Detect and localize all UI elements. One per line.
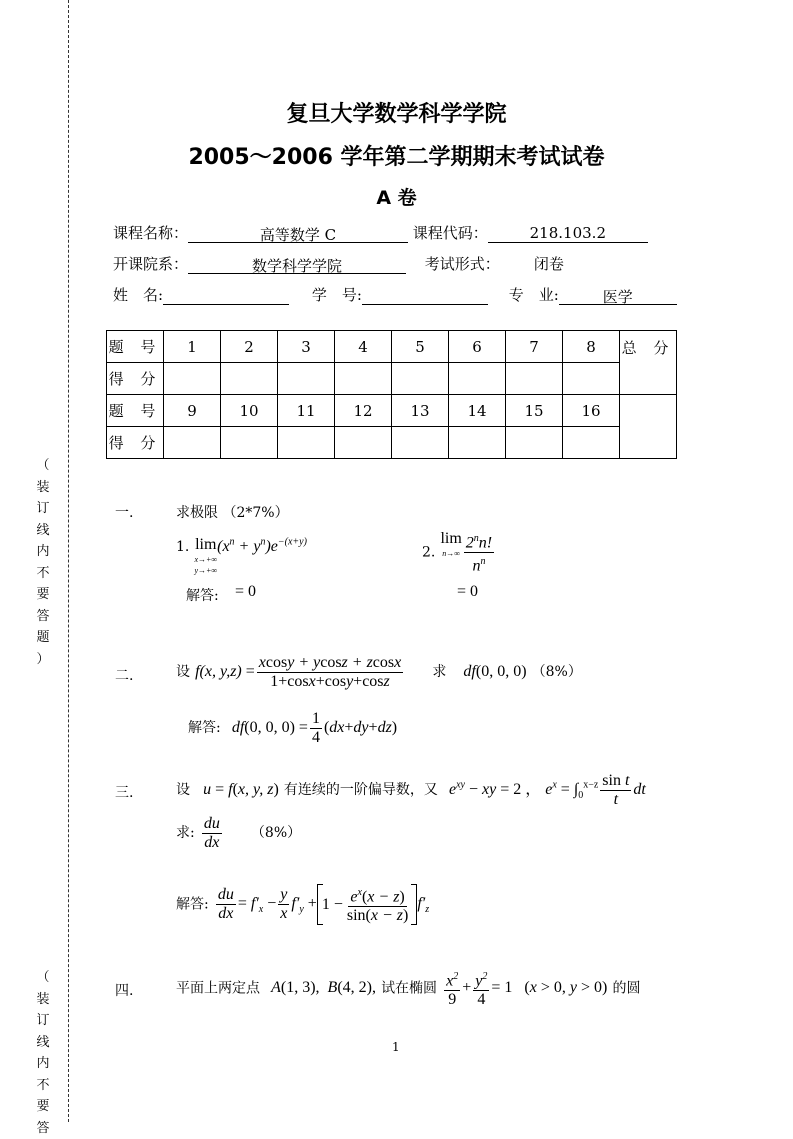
q4-text: 的圆 [612,980,640,996]
binding-note-char: 题 [34,627,52,649]
part-number: 2. [422,545,435,561]
binding-note-char: （ [34,455,52,477]
binding-note-char: 装 [34,989,52,1011]
q-num: 10 [221,395,278,427]
answer-label: 解答: [176,896,209,912]
course-code-label: 课程代码： [413,224,488,242]
q-num: 5 [392,331,449,363]
binding-note-char: 内 [34,1053,52,1075]
formula: df(0, 0, 0) [463,663,526,680]
name-field[interactable] [163,286,289,305]
title-school: 复旦大学数学科学学院 [0,97,793,128]
binding-note-char: 订 [34,1010,52,1032]
part-number: 1. [176,539,189,555]
formula: lim x→+∞ y→+∞ $(x^n + y^n)e^{-(x+y)}$ [194,538,306,555]
student-id-label: 学 号: [312,286,362,304]
formula: f(x, y,z) = $\frac{xcosy + ycosz + zcosx}{1+\cos x+\cos y+\cos z}$ [195,663,405,680]
question-label: 题 号 [107,395,164,427]
score-cell [449,427,506,459]
q-num: 16 [563,395,620,427]
q3-ask [176,815,301,852]
score-cell [563,427,620,459]
binding-note-char: 线 [34,1032,52,1054]
ask-label: 求 [432,664,446,680]
q-num: 3 [278,331,335,363]
title-paper: A 卷 [0,183,793,210]
q3-answer [176,884,429,925]
q3-body [176,772,646,809]
q1-part2 [422,530,496,576]
score-weight: （8%） [251,825,301,841]
binding-note-char: 订 [34,498,52,520]
score-cell [506,363,563,395]
name-label: 姓 名: [113,286,163,304]
q3-number: 三. [115,782,133,802]
course-code: 218.103.2 [488,224,648,243]
q-num: 1 [164,331,221,363]
score-cell [506,427,563,459]
info-row-1 [113,222,648,243]
score-cell [278,427,335,459]
score-cell [164,427,221,459]
q2-answer [188,710,397,747]
info-row-3 [113,284,677,305]
binding-note-char: （ [34,967,52,989]
binding-note-char: 装 [34,477,52,499]
course-name-label: 课程名称： [113,224,188,242]
binding-note-char: 要 [34,1096,52,1118]
binding-note-char: 答 [34,606,52,628]
dept-label: 开课院系： [113,255,188,273]
q-num: 13 [392,395,449,427]
q4-number: 四. [115,980,133,1000]
q1-answer-label: 解答: [186,585,219,605]
formula: $\frac{du}{dx}$ [200,824,224,841]
binding-note-char: 答 [34,1118,52,1139]
score-weight: （8%） [532,664,582,680]
score-cell [449,363,506,395]
score-cell [392,363,449,395]
score-cell [221,427,278,459]
q-num: 8 [563,331,620,363]
formula: A(1, 3), B(4, 2), [271,979,376,996]
title-exam: 2005～2006 学年第二学期期末考试试卷 [0,140,793,171]
total-cell [620,395,677,459]
score-cell [563,363,620,395]
q4-text: 平面上两定点 [176,980,260,996]
course-name: 高等数学 C [188,224,408,243]
q1-title: 求极限 （2*7%） [176,502,289,522]
q-num: 6 [449,331,506,363]
score-cell [335,427,392,459]
q-num: 12 [335,395,392,427]
binding-note-char: 内 [34,541,52,563]
dept: 数学科学学院 [188,255,406,274]
q1-part1 [176,536,307,576]
formula: lim n→∞ $\frac{2^nn!}{n^n}$ [440,544,496,561]
q3-text: 有连续的一阶偏导数，又 [284,782,438,798]
q2-body [176,654,582,691]
formula: $e^{xy}$ − xy = 2 ， $e^x = \int_0^{x-z}$ $\frac{\text{sin t}}{t}$ dt [449,781,646,798]
score-cell [278,363,335,395]
q4-body [176,968,640,1009]
score-cell [221,363,278,395]
q-num: 4 [335,331,392,363]
binding-note-char: 线 [34,520,52,542]
binding-note-char: 不 [34,1075,52,1097]
major-label: 专 业: [509,286,559,304]
total-label: 总 分 [620,331,677,395]
score-cell [164,363,221,395]
q-num: 7 [506,331,563,363]
q4-text: 试在椭圆 [381,980,437,996]
score-table [106,330,677,459]
formula: $\frac{x^2}{9}$ + $\frac{y^2}{4}$ = 1 (x > 0, y > 0) [442,979,607,996]
q2-number: 二. [115,665,133,685]
info-row-2 [113,253,564,274]
score-label: 得 分 [107,427,164,459]
q-num: 15 [506,395,563,427]
formula: df(0, 0, 0) = $\frac{1}{4}$ (dx+dy+dz) [232,719,397,736]
formula: $\frac{du}{dx}$ = $f'_x$ − $\frac{y}{x}$ $f'_y$ + 1 − $\frac{e^x(x - z)}{\sin(x - z)}$ $f'_z$ [214,895,429,912]
question-label: 题 号 [107,331,164,363]
exam-form: 闭卷 [534,255,564,273]
set-label: 设 [176,664,190,680]
major: 医学 [559,286,677,305]
binding-note-char: ） [34,649,52,671]
set-label: 设 [176,782,190,798]
q1-answer-1: = 0 [235,583,256,601]
score-label: 得 分 [107,363,164,395]
q1-number: 一. [115,502,133,522]
score-cell [335,363,392,395]
student-id-field[interactable] [362,286,488,305]
binding-note-char: 不 [34,563,52,585]
q-num: 11 [278,395,335,427]
score-cell [392,427,449,459]
answer-label: 解答: [188,720,221,736]
binding-note-char: 要 [34,584,52,606]
q-num: 2 [221,331,278,363]
q1-answer-2: = 0 [457,583,478,601]
exam-form-label: 考试形式： [425,255,500,273]
q-num: 9 [164,395,221,427]
q-num: 14 [449,395,506,427]
ask-label: 求: [176,825,195,841]
formula: u = f(x, y, z) [203,781,279,798]
page-number: 1 [392,1040,400,1054]
